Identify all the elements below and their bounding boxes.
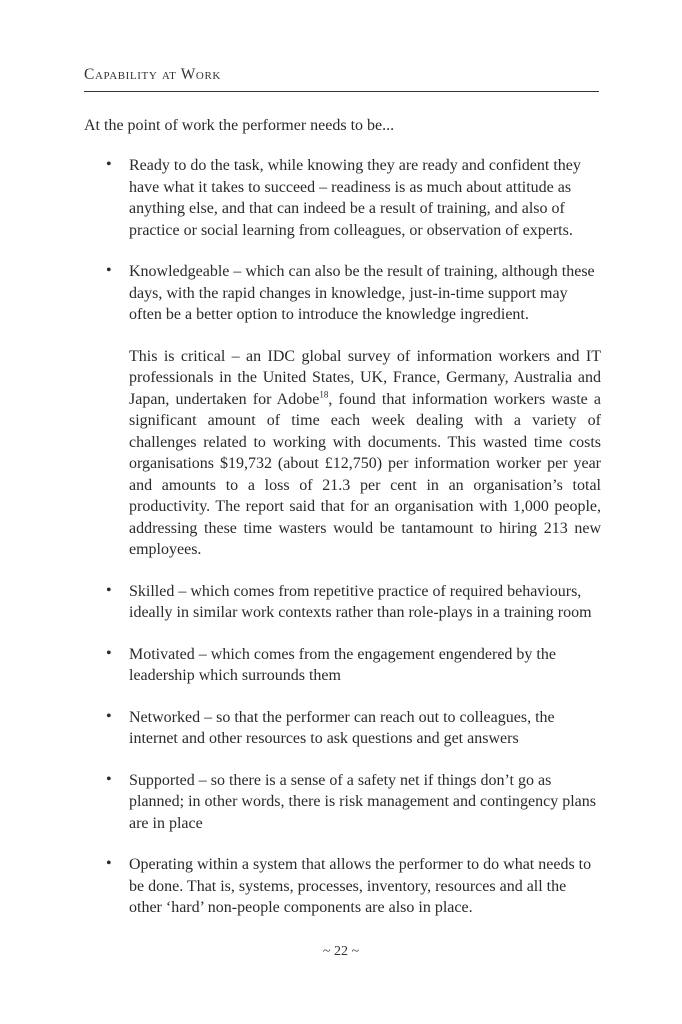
intro-paragraph: At the point of work the performer needs to be... — [84, 117, 395, 134]
list-item-text: Skilled – which comes from repetitive practice of required behaviours, ideally in similar work contexts rather than role-plays in a training room — [129, 582, 592, 621]
list-item-text: Operating within a system that allows the performer to do what needs to be done. That is, systems, processes, inventory, resources and all the other ‘hard’ non-people components are also in place. — [129, 856, 592, 916]
list-item-motivated — [0, 644, 682, 687]
running-head: Capability at Work — [84, 66, 221, 83]
bullet-list — [0, 155, 682, 939]
bullet-icon: • — [106, 770, 112, 788]
list-item-networked — [0, 707, 682, 750]
bullet-icon: • — [106, 855, 112, 872]
bullet-icon: • — [106, 262, 112, 279]
survey-text-end: , found that information workers waste a significant amount of time each week dealing with a variety of challenges related to working with documents. This wasted time costs organisations $19,732 (about £12,750) per information worker per year and amounts to a loss of 21.3 per cent in an organisation’s total productivity. The report said that for an organisation with 1,000 people, addressing these time wasters would be tantamount to hiring 213 new employees. — [129, 390, 601, 558]
bullet-icon: • — [106, 644, 112, 662]
list-item-ready — [0, 155, 682, 241]
survey-text-start: This is critical – an IDC global survey of information workers and IT professionals in the United States, UK, France, Germany, Australia and Japan, undertaken for Adobe — [129, 347, 601, 408]
header-rule — [84, 91, 599, 92]
list-item-text: Knowledgeable – which can also be the result of training, although these days, with the rapid changes in knowledge, just-in-time support may often be a better option to introduce the knowledge ingredient. — [129, 263, 595, 323]
page-number: ~ 22 ~ — [322, 944, 360, 959]
bullet-icon: • — [106, 581, 112, 599]
bullet-icon: • — [106, 156, 112, 173]
idc-survey-paragraph — [129, 346, 601, 561]
list-item-text: Ready to do the task, while knowing they are ready and confident they have what it takes to succeed – readiness is as much about attitude as anything else, and that can indeed be a result of training, and also of practice or social learning from colleagues, or observation of experts. — [129, 157, 581, 239]
list-item-supported — [0, 770, 682, 835]
bullet-icon: • — [106, 707, 112, 725]
footnote-reference: 18 — [319, 389, 329, 400]
list-item-text: Motivated – which comes from the engagement engendered by the leadership which surrounds them — [129, 645, 556, 684]
list-item-skilled — [0, 581, 682, 624]
list-item-text: Networked – so that the performer can reach out to colleagues, the internet and other resources to ask questions and get answers — [129, 708, 555, 747]
list-item-knowledgeable — [0, 261, 682, 561]
list-item-text: Supported – so there is a sense of a safety net if things don’t go as planned; in other words, there is risk management and contingency plans are in place — [129, 771, 596, 832]
list-item-operating — [0, 854, 682, 919]
